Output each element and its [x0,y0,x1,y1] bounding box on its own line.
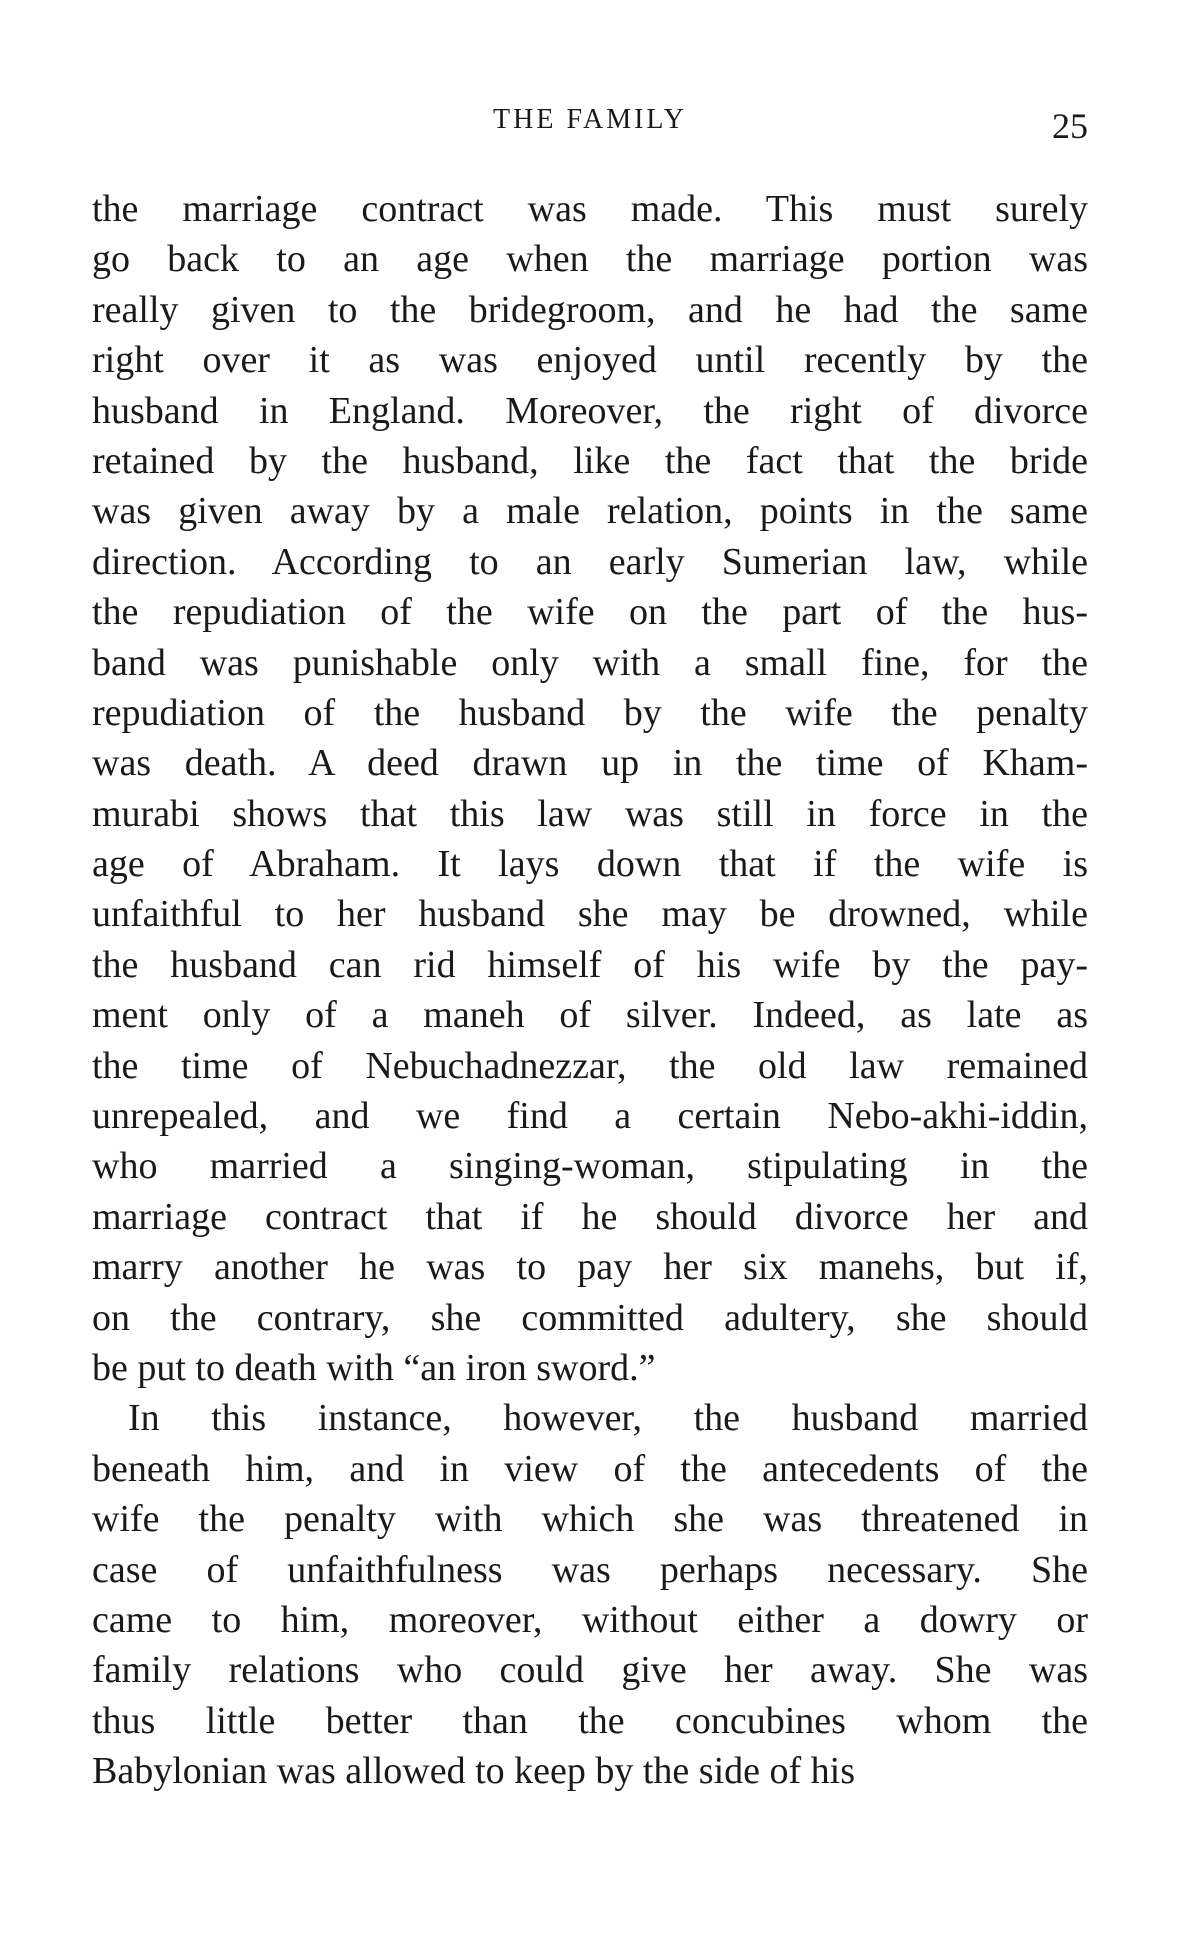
text-line: really given to the bridegroom, and he had the same [92,288,1088,331]
text-line: the time of Nebuchadnezzar, the old law remained [92,1044,1088,1087]
text-line: band was punishable only with a small fine, for the [92,641,1088,684]
text-line: who married a singing-woman, stipulating in the [92,1145,1088,1188]
text-line: beneath him, and in view of the antecedents of the [92,1447,1088,1490]
text-line: came to him, moreover, without either a dowry or [92,1598,1088,1641]
text-line: be put to death with “an iron sword.” [92,1346,656,1389]
paragraph [92,1393,1088,1796]
text-line: right over it as was enjoyed until recently by the [92,339,1088,382]
text-line: unrepealed, and we find a certain Nebo-akhi-iddin, [92,1095,1088,1138]
text-line: murabi shows that this law was still in force in the [92,792,1088,835]
text-line: ment only of a maneh of silver. Indeed, as late as [92,994,1088,1037]
text-line: the repudiation of the wife on the part of the hus- [92,591,1088,634]
text-line: was given away by a male relation, points in the same [92,490,1088,533]
text-line: wife the penalty with which she was threatened in [92,1498,1088,1541]
text-line: go back to an age when the marriage portion was [92,238,1088,281]
text-line: age of Abraham. It lays down that if the wife is [92,843,1088,886]
text-line: the husband can rid himself of his wife by the pay- [92,943,1088,986]
text-line: was death. A deed drawn up in the time of Kham- [92,742,1088,785]
running-head [92,100,1088,146]
text-line: marry another he was to pay her six manehs, but if, [92,1246,1088,1289]
text-line: case of unfaithfulness was perhaps necessary. She [92,1548,1088,1591]
text-line: retained by the husband, like the fact that the bride [92,439,1088,482]
text-line: unfaithful to her husband she may be drowned, while [92,893,1088,936]
text-line: the marriage contract was made. This must surely [92,188,1088,230]
text-line: marriage contract that if he should divorce her and [92,1195,1088,1238]
page-number: 25 [1052,106,1088,146]
text-line: In this instance, however, the husband married [128,1397,1088,1440]
text-line: on the contrary, she committed adultery, she should [92,1296,1088,1339]
body-text [92,184,1088,1797]
text-line: family relations who could give her away. She was [92,1649,1088,1692]
text-line: repudiation of the husband by the wife the penalty [92,691,1088,734]
text-line: husband in England. Moreover, the right of divorce [92,389,1088,432]
header-title: THE FAMILY [493,104,687,135]
paragraph [92,184,1088,1393]
text-line: thus little better than the concubines whom the [92,1699,1088,1742]
text-line: Babylonian was allowed to keep by the side of his [92,1750,856,1793]
text-line: direction. According to an early Sumerian law, while [92,540,1088,583]
